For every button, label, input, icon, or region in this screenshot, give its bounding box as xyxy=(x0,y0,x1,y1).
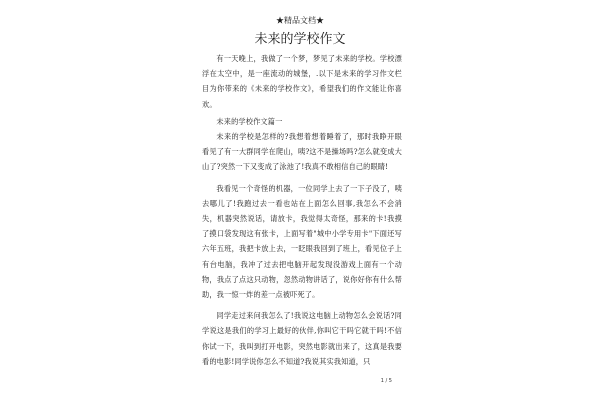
body-paragraph-1: 未来的学校是怎样的?我想着想着睡着了，那时我睁开眼看见了有一大群同学在爬山，咦?这不是操场吗?怎么就变成大山了?突然一下又变成了泳池了!我真不敢相信自己的眼睛! xyxy=(202,132,402,172)
page-title: 未来的学校作文 xyxy=(254,32,346,47)
body-paragraph-2: 我看见一个奇怪的机器，一位同学上去了一下子没了，咦去哪儿了!我跑过去一看也站在上面怎么回事,我怎么不会消失，机器突然说话，请放卡，我觉得太奇怪，那来的卡!我摸了摸口袋发现这有张卡，上面写着"城中小学专用卡"下面还写六年五班，我把卡放上去，一眨眼我回到了班上，看见位子上有台电脑，我冲了过去把电脑开起发现没游戏上面有一个动物，我点了点这只动物，忽然动物讲话了，说你好你有什么帮助，我一惊一炸的差一点被吓死了。 xyxy=(202,183,402,300)
intro-paragraph: 有一天晚上，我做了一个梦，梦见了未来的学校。学校漂浮在太空中，是一座流动的城堡，.以下是未来的学习作文栏目为你带来的《未来的学校作文》，希望我们的作文能让你喜欢。 xyxy=(202,54,402,109)
page-number: 1 / 5 xyxy=(380,378,392,384)
body-paragraph-3: 同学走过来问我怎么了!我说这电脑上动物怎么会说话?同学说这是我们的学习上最好的伙伴,你叫它干吗它就干吗!不信你试一下，我叫到打开电影，突然电影就出来了，这真是我要看的电影!同学说你怎么不知道?我说其实我知道，只 xyxy=(202,311,402,366)
article-body xyxy=(202,51,402,369)
section-heading: 未来的学校作文篇一 xyxy=(216,116,283,126)
banner-text: ★精品文档★ xyxy=(276,16,324,25)
